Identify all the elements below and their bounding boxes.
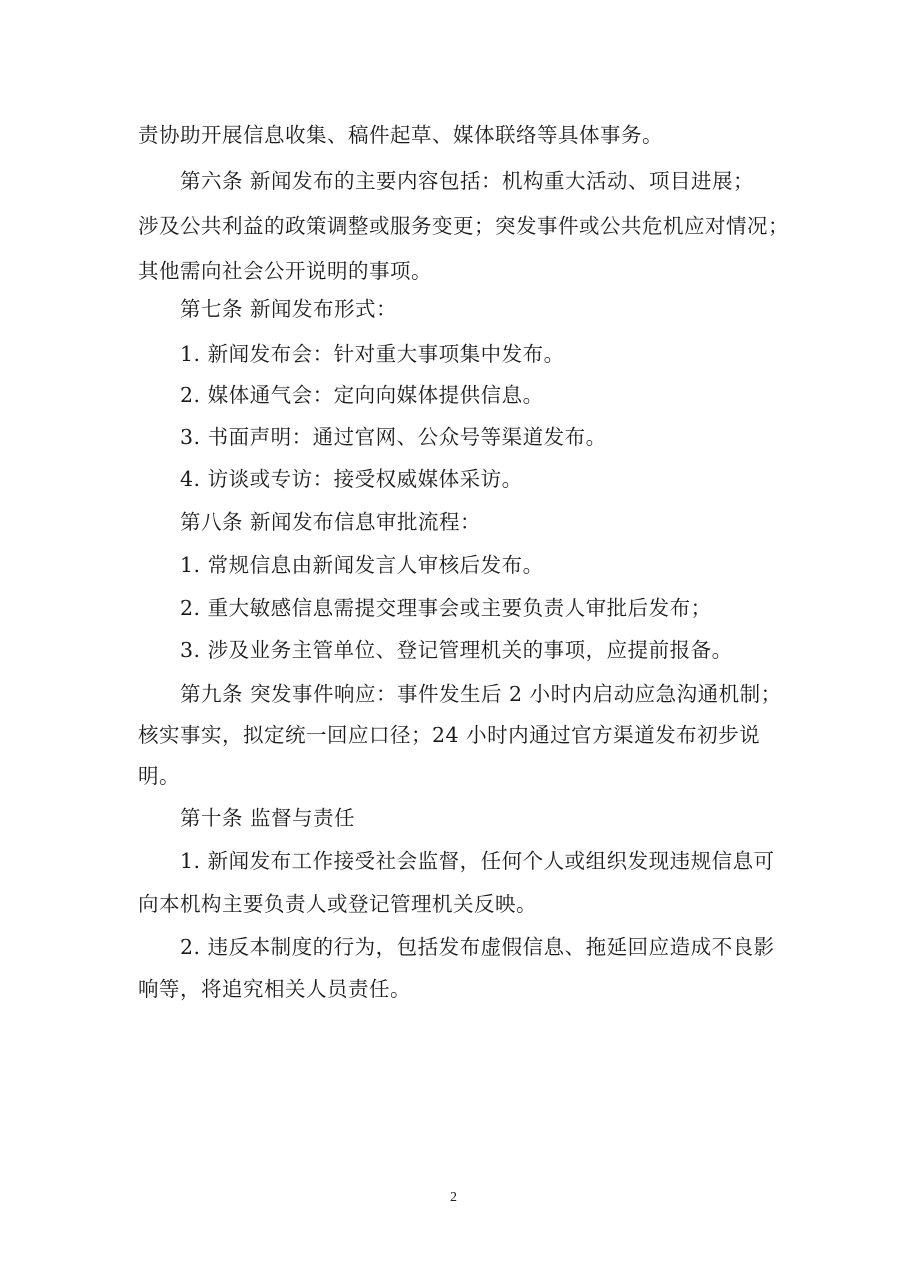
article-10-heading: 第十条 监督与责任 <box>180 806 356 830</box>
page-number: 2 <box>450 1190 457 1205</box>
body-text-line: 明。 <box>138 764 180 788</box>
body-text-line: 责协助开展信息收集、稿件起草、媒体联络等具体事务。 <box>138 123 663 147</box>
list-item: 2. 媒体通气会：定向向媒体提供信息。 <box>180 383 544 407</box>
body-text-line: 核实事实，拟定统一回应口径；24 小时内通过官方渠道发布初步说 <box>138 723 761 747</box>
list-item: 1. 常规信息由新闻发言人审核后发布。 <box>180 553 544 577</box>
list-item: 1. 新闻发布会：针对重大事项集中发布。 <box>180 342 565 366</box>
list-item: 3. 书面声明：通过官网、公众号等渠道发布。 <box>180 425 607 449</box>
body-text-line: 向本机构主要负责人或登记管理机关反映。 <box>138 892 537 916</box>
body-text-line: 响等，将追究相关人员责任。 <box>138 977 411 1001</box>
article-7-heading: 第七条 新闻发布形式： <box>180 297 398 321</box>
body-text-line: 其他需向社会公开说明的事项。 <box>138 259 432 283</box>
list-item: 2. 重大敏感信息需提交理事会或主要负责人审批后发布； <box>180 596 712 620</box>
article-9-heading: 第九条 突发事件响应：事件发生后 2 小时内启动应急沟通机制； <box>180 682 782 706</box>
article-6-heading: 第六条 新闻发布的主要内容包括：机构重大活动、项目进展； <box>180 169 755 193</box>
article-8-heading: 第八条 新闻发布信息审批流程： <box>180 510 482 534</box>
list-item: 3. 涉及业务主管单位、登记管理机关的事项，应提前报备。 <box>180 638 733 662</box>
list-item: 2. 违反本制度的行为，包括发布虚假信息、拖延回应造成不良影 <box>180 935 775 959</box>
body-text-line: 涉及公共利益的政策调整或服务变更；突发事件或公共危机应对情况； <box>138 214 789 238</box>
list-item: 4. 访谈或专访：接受权威媒体采访。 <box>180 467 523 491</box>
list-item: 1. 新闻发布工作接受社会监督，任何个人或组织发现违规信息可 <box>180 849 775 873</box>
